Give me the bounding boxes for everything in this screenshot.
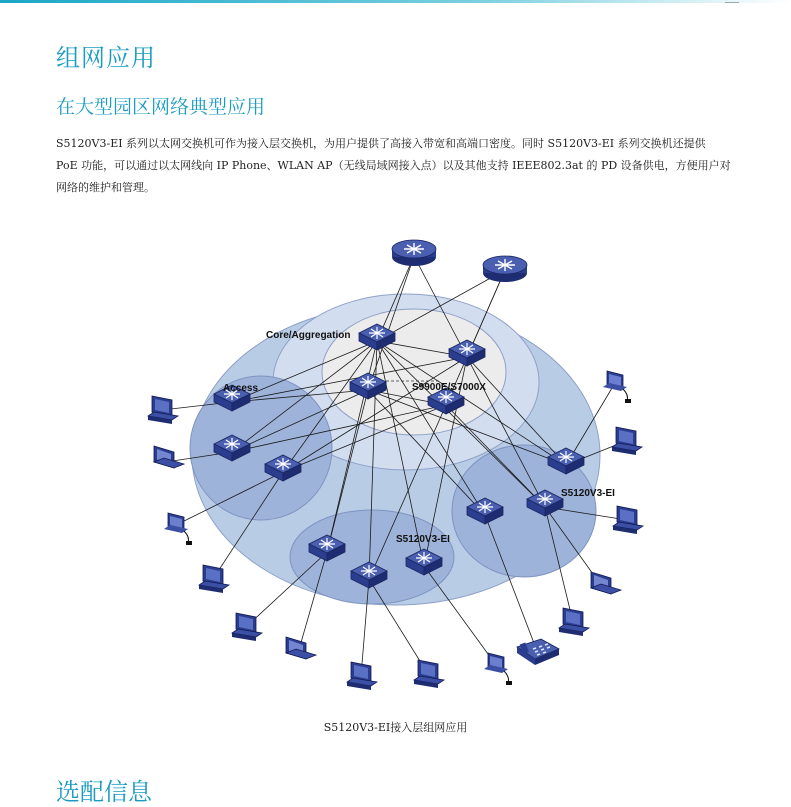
desktop-pc-icon [148,396,178,424]
laptop-icon [286,637,316,659]
desktop-pc-icon [232,613,262,641]
desktop-pc-icon [559,608,589,636]
paragraph-line: S5120V3-EI 系列以太网交换机可作为接入层交换机，为用户提供了高接入带宽和高端口密度。同时 S5120V3-EI 系列交换机还提供 [56,137,706,150]
wlan-ap-icon [164,513,192,545]
wlan-ap-icon [603,371,631,403]
network-diagram [120,225,660,705]
top-rule [0,0,791,3]
router-icon [392,240,436,266]
ip-phone-icon [517,639,559,665]
section-subtitle: 在大型园区网络典型应用 [56,96,266,118]
core-inner-zone [322,309,506,435]
bottom-group-label: S5120V3-EI [396,534,450,545]
core-aggregation-label: Core/Aggregation [266,330,351,341]
corner-mark [725,0,739,3]
next-section-title: 选配信息 [56,778,152,806]
laptop-icon [591,572,621,594]
desktop-pc-icon [612,427,642,455]
desktop-pc-icon [613,506,643,534]
section-title: 组网应用 [56,44,156,72]
right-group-label: S5120V3-EI [561,488,615,499]
router-icon [483,256,527,282]
desktop-pc-icon [199,565,229,593]
access-zone-left [190,376,332,520]
paragraph-line: 网络的维护和管理。 [56,181,155,194]
wlan-ap-icon [484,653,512,685]
network-topology-svg [120,225,660,705]
desktop-pc-icon [347,662,377,690]
desktop-pc-icon [414,660,444,688]
figure-caption: S5120V3-EI接入层组网应用 [323,721,468,734]
laptop-icon [154,446,184,468]
core-model-label: S9900E/S7000X [412,382,486,393]
intro-paragraph [56,133,744,199]
access-label: Access [223,383,259,394]
paragraph-line: PoE 功能，可以通过以太网线向 IP Phone、WLAN AP（无线局域网接入点）以及其他支持 IEEE802.3at 的 PD 设备供电，方便用户对 [56,159,731,172]
